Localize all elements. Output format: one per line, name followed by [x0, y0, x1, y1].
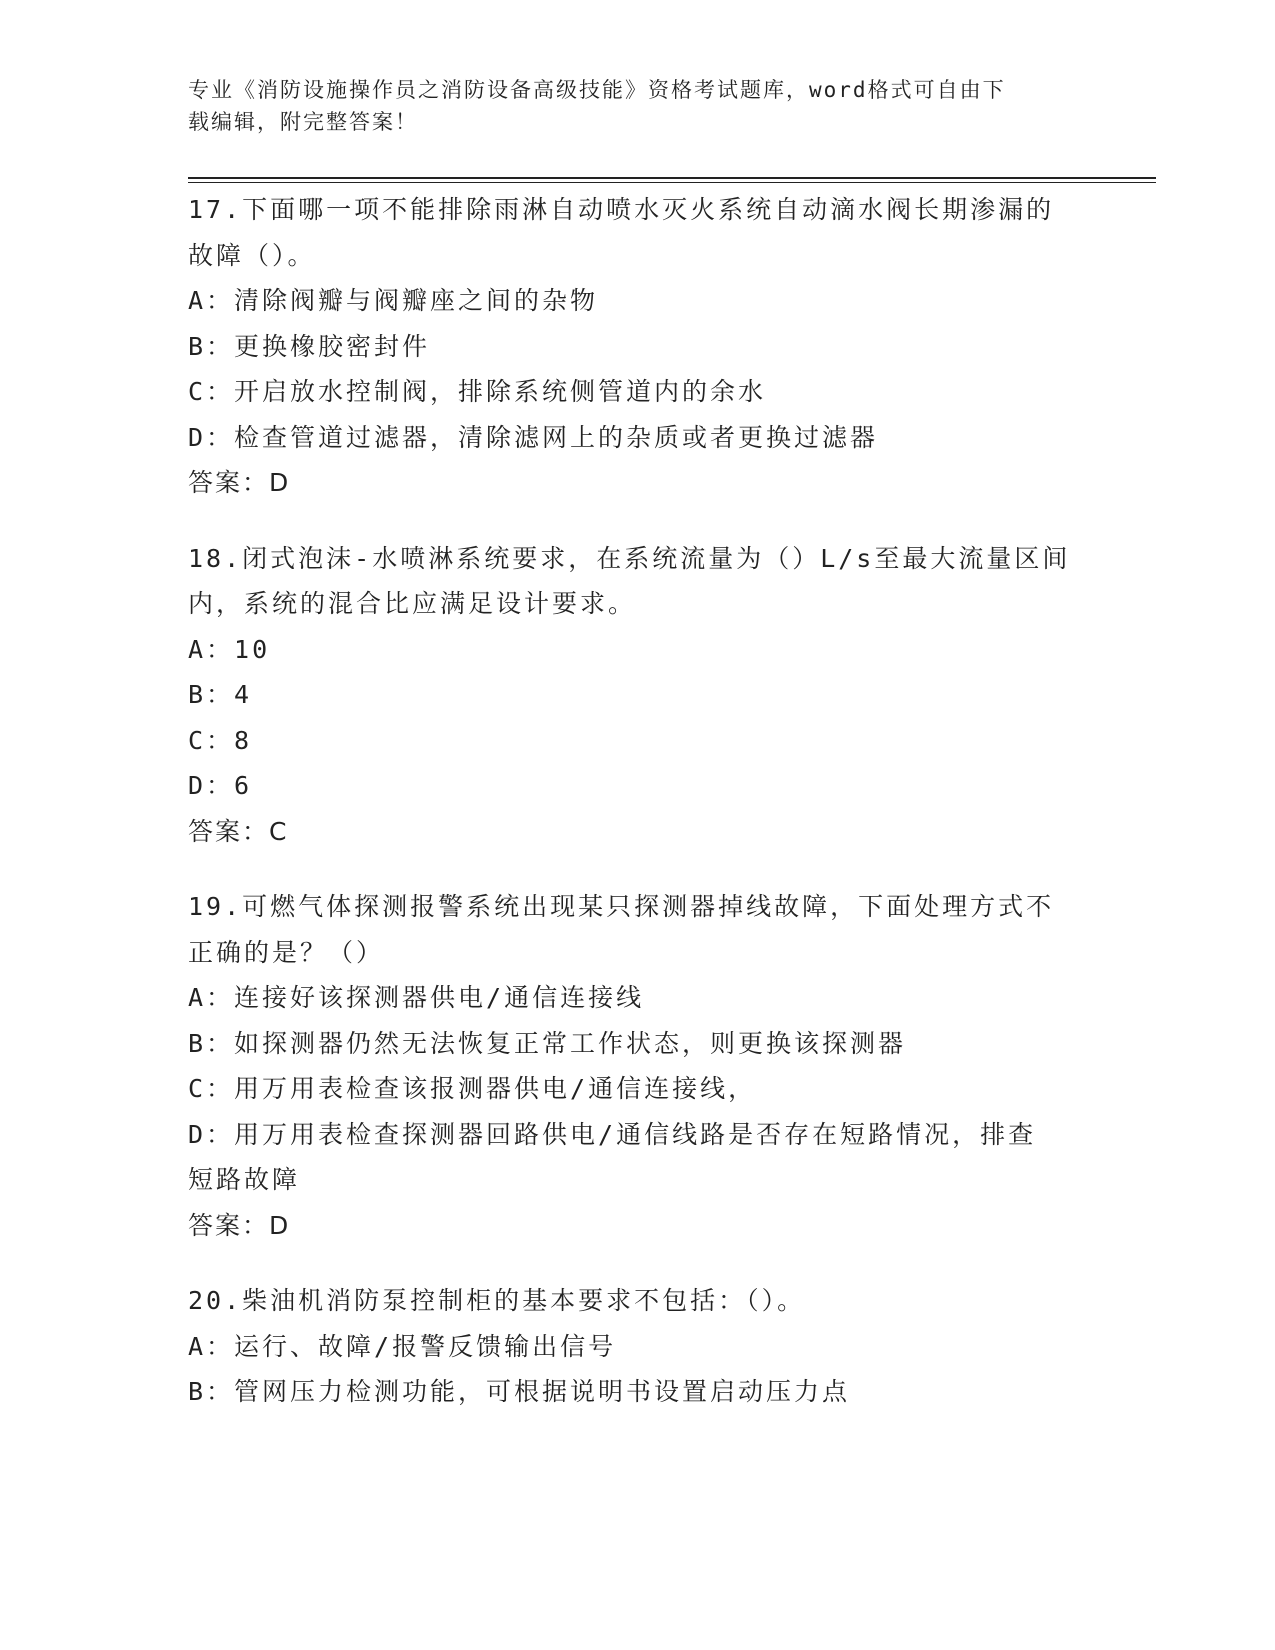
- option-c: C：用万用表检查该报测器供电/通信连接线，: [188, 1074, 757, 1103]
- question-stem-line: 故障（）。: [188, 240, 316, 270]
- question-stem-line: 19.可燃气体探测报警系统出现某只探测器掉线故障，下面处理方式不: [188, 892, 1055, 921]
- option-b: B：如探测器仍然无法恢复正常工作状态，则更换该探测器: [188, 1028, 907, 1058]
- option-b: B：更换橡胶密封件: [188, 331, 431, 361]
- header-divider-thick: [188, 177, 1156, 179]
- document-header: [188, 74, 1088, 138]
- option-c: C：开启放水控制阀，排除系统侧管道内的余水: [188, 377, 767, 406]
- header-line-2: 载编辑，附完整答案！: [188, 110, 418, 134]
- question-19: [188, 884, 1088, 1248]
- answer-line: 答案：C: [188, 816, 289, 846]
- question-stem-line: 内，系统的混合比应满足设计要求。: [188, 589, 637, 618]
- option-d: D：检查管道过滤器，清除滤网上的杂质或者更换过滤器: [188, 422, 879, 452]
- option-b: B：4: [188, 680, 253, 709]
- option-a: A：清除阀瓣与阀瓣座之间的杂物: [188, 286, 599, 315]
- option-d-continued: 短路故障: [188, 1165, 301, 1194]
- option-a: A：10: [188, 634, 271, 664]
- question-17: [188, 187, 1088, 506]
- option-a: A：连接好该探测器供电/通信连接线: [188, 983, 645, 1012]
- question-stem-line: 正确的是？（）: [188, 937, 385, 967]
- answer-line: 答案：D: [188, 468, 291, 497]
- answer-line: 答案：D: [188, 1210, 291, 1240]
- option-d: D：用万用表检查探测器回路供电/通信线路是否存在短路情况，排查: [188, 1119, 1037, 1149]
- option-a: A：运行、故障/报警反馈输出信号: [188, 1331, 617, 1361]
- question-list: [188, 187, 1088, 1445]
- question-20: [188, 1278, 1088, 1415]
- question-stem-line: 17.下面哪一项不能排除雨淋自动喷水灭火系统自动滴水阀长期渗漏的: [188, 195, 1055, 224]
- question-stem-line: 20.柴油机消防泵控制柜的基本要求不包括：（）。: [188, 1286, 806, 1315]
- header-line-1: 专业《消防设施操作员之消防设备高级技能》资格考试题库，word格式可自由下: [188, 78, 1006, 102]
- option-b: B：管网压力检测功能，可根据说明书设置启动压力点: [188, 1377, 851, 1406]
- option-c: C：8: [188, 725, 253, 755]
- header-divider-thin: [188, 182, 1156, 183]
- question-stem-line: 18.闭式泡沫-水喷淋系统要求，在系统流量为（）L/s至最大流量区间: [188, 543, 1071, 573]
- option-d: D：6: [188, 771, 253, 800]
- question-18: [188, 536, 1088, 855]
